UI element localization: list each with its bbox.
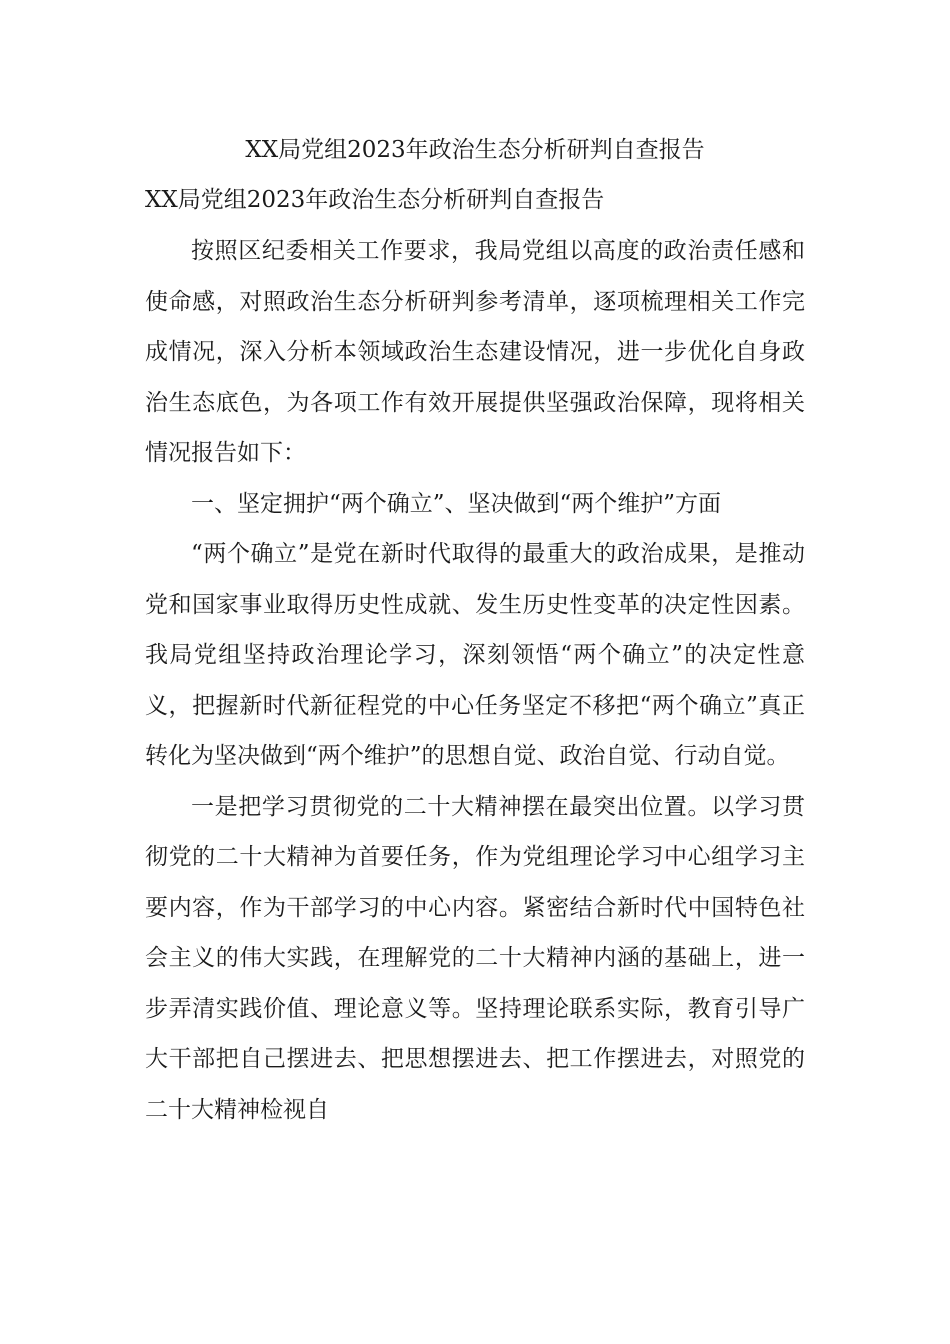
section-heading-1: 一、坚定拥护“两个确立”、坚决做到“两个维护”方面 [191,490,722,517]
document-title: XX局党组2023年政治生态分析研判自查报告 [245,137,705,163]
paragraph-first-point: 一是把学习贯彻党的二十大精神摆在最突出位置。以学习贯彻党的二十大精神为首要任务，作为党组理论学习中心组学习主要内容，作为干部学习的中心内容。紧密结合新时代中国特色社会主义的伟大实践，在理解党的二十大精神内涵的基础上，进一步弄清实践价值、理论意义等。坚持理论联系实际，教育引导广大干部把自己摆进去、把思想摆进去、把工作摆进去，对照党的二十大精神检视自 [145,793,805,1123]
document-subtitle: XX局党组2023年政治生态分析研判自查报告 [145,187,605,213]
document-body [145,226,805,1135]
paragraph-two-establishments: “两个确立”是党在新时代取得的最重大的政治成果，是推动党和国家事业取得历史性成就、发生历史性变革的决定性因素。我局党组坚持政治理论学习，深刻领悟“两个确立”的决定性意义，把握新时代新征程党的中心任务坚定不移把“两个确立”真正转化为坚决做到“两个维护”的思想自觉、政治自觉、行动自觉。 [145,541,805,769]
paragraph-intro: 按照区纪委相关工作要求，我局党组以高度的政治责任感和使命感，对照政治生态分析研判参考清单，逐项梳理相关工作完成情况，深入分析本领域政治生态建设情况，进一步优化自身政治生态底色，为各项工作有效开展提供坚强政治保障，现将相关情况报告如下： [145,238,805,466]
